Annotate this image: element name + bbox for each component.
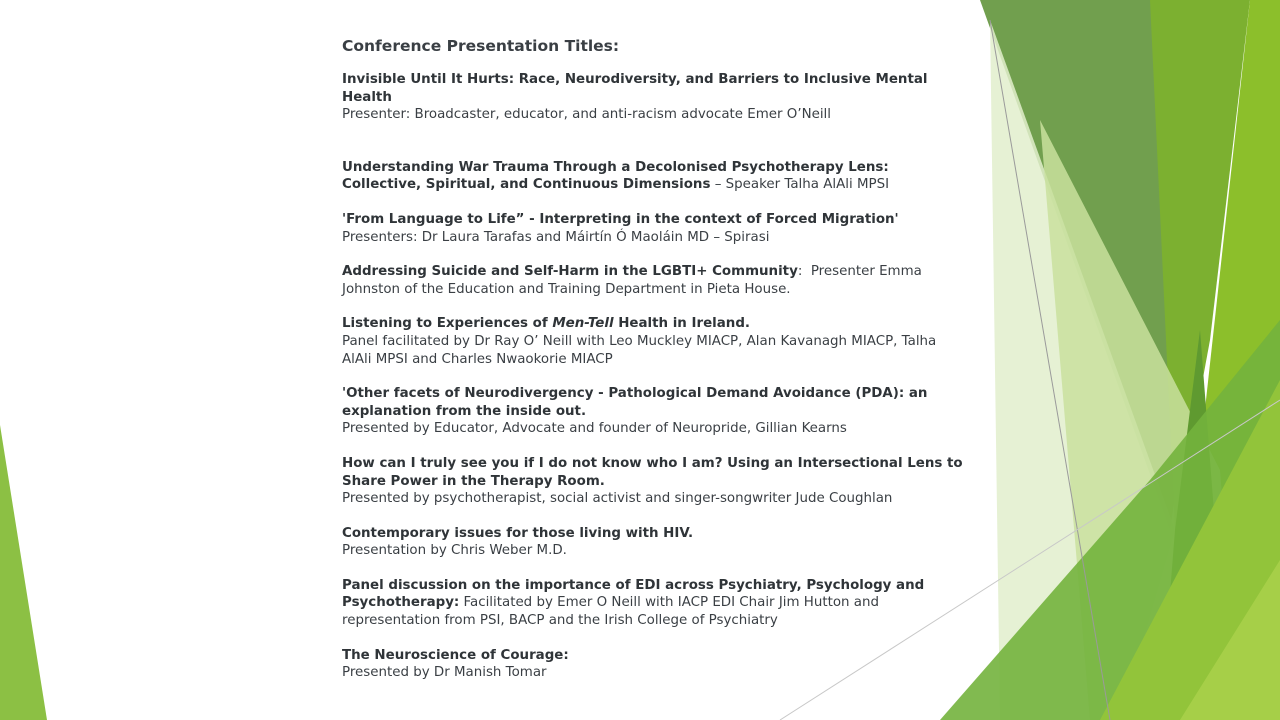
slide-content	[342, 36, 967, 699]
presentation-title: Invisible Until It Hurts: Race, Neurodiversity, and Barriers to Inclusive Mental Health	[342, 72, 928, 105]
presentation-item	[342, 577, 967, 630]
presentation-detail: Presented by Educator, Advocate and founder of Neuropride, Gillian Kearns	[342, 421, 847, 437]
presentation-detail: Presentation by Chris Weber M.D.	[342, 543, 567, 559]
presentation-title: Addressing Suicide and Self-Harm in the LGBTI+ Community	[342, 264, 798, 280]
presentation-title: Panel discussion on the importance of EDI across Psychiatry, Psychology and Psychotherapy:	[342, 577, 925, 611]
presentation-title: 'From Language to Life” - Interpreting in the context of Forced Migration'	[342, 211, 899, 227]
presentation-detail: Panel facilitated by Dr Ray O’ Neill with Leo Muckley MIACP, Alan Kavanagh MIACP, Talha AlAli MPSI and Charles Nwaokorie MIACP	[342, 333, 937, 367]
presentation-detail: Presented by psychotherapist, social activist and singer-songwriter Jude Coughlan	[342, 491, 893, 507]
presentation-item	[342, 455, 967, 508]
presentation-title: How can I truly see you if I do not know who I am? Using an Intersectional Lens to Share Power in the Therapy Room.	[342, 455, 963, 489]
title-italic-part: Men-Tell	[552, 316, 614, 332]
presentation-title: Understanding War Trauma Through a Decolonised Psychotherapy Lens: Collective, Spiritual, and Continuous Dimensions	[342, 159, 889, 193]
presentation-item	[342, 71, 967, 124]
presentation-item	[342, 525, 967, 560]
presentation-title: 'Other facets of Neurodivergency - Pathological Demand Avoidance (PDA): an explanation from the inside out.	[342, 386, 928, 419]
title-part: Listening to Experiences of	[342, 316, 553, 332]
presentation-detail: – Speaker Talha AlAli MPSI	[710, 177, 890, 193]
presentation-item	[342, 385, 967, 438]
presentation-item	[342, 211, 967, 246]
presentation-detail: Facilitated by Emer O Neill with IACP EDI Chair Jim Hutton and representation from PSI, BACP and the Irish College of Psychiatry	[342, 595, 879, 629]
presentation-detail: Presented by Dr Manish Tomar	[342, 665, 547, 681]
title-part: Health in Ireland.	[613, 316, 751, 332]
presentation-item	[342, 315, 967, 368]
presentation-detail: Presenters: Dr Laura Tarafas and Máirtín Ó Maoláin MD – Spirasi	[342, 229, 770, 245]
presentation-item	[342, 159, 967, 194]
left-green-triangle	[0, 425, 47, 720]
title-separator: :	[797, 264, 811, 280]
presentation-detail: Presenter Emma Johnston of the Education and Training Department in Pieta House.	[342, 264, 922, 297]
presentation-item	[342, 263, 967, 298]
presentation-title: Contemporary issues for those living with HIV.	[342, 525, 694, 541]
presentation-title	[342, 315, 967, 333]
slide-heading: Conference Presentation Titles:	[342, 37, 620, 55]
presentation-item	[342, 647, 967, 682]
presentation-detail: Presenter: Broadcaster, educator, and anti-racism advocate Emer O’Neill	[342, 107, 831, 123]
presentation-title: The Neuroscience of Courage:	[342, 647, 569, 663]
